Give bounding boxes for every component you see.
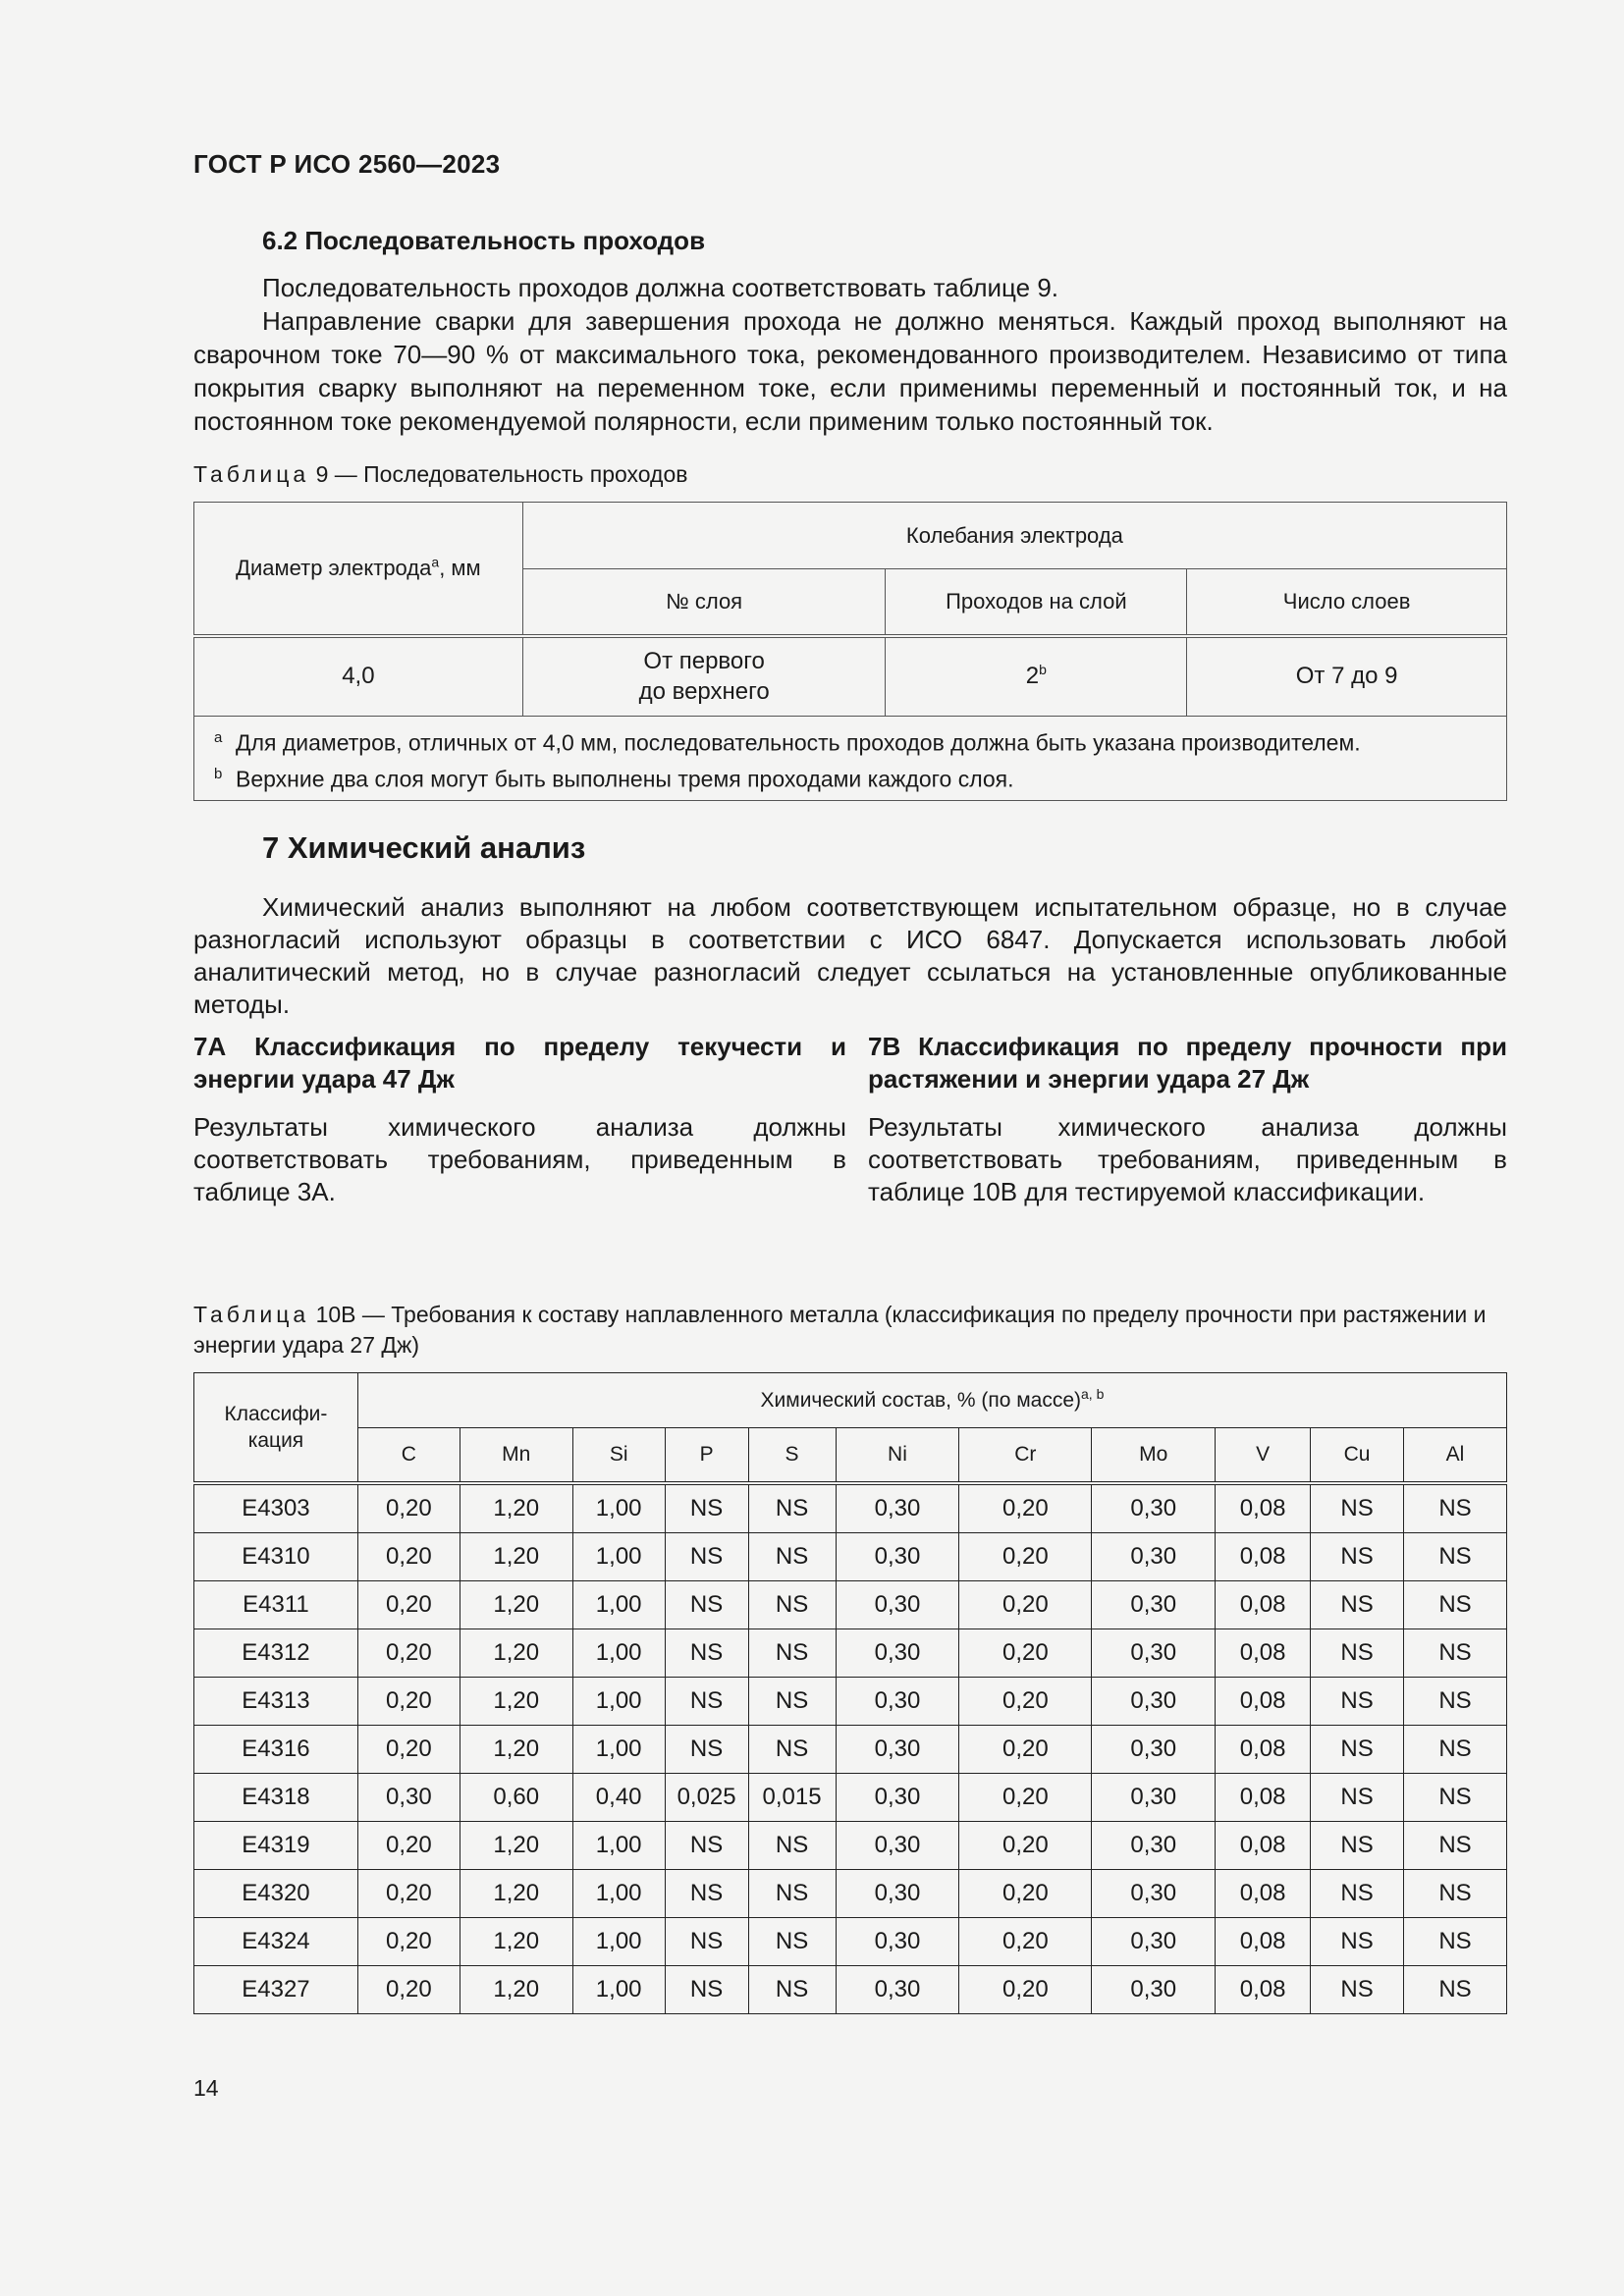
- table-10b-cell-value: NS: [748, 1821, 836, 1869]
- section-7a-text: Результаты химического анализа должны соответствовать требованиям, приведенным в таблице 3А.: [193, 1112, 846, 1206]
- table-10b-cell-value: 1,00: [572, 1821, 665, 1869]
- table-10b-cell-value: NS: [665, 1580, 748, 1629]
- table-9-header-passes: Проходов на слой: [886, 569, 1187, 636]
- table-10b-cell-value: 0,08: [1216, 1483, 1311, 1533]
- table-10b-cell-value: NS: [1403, 1483, 1506, 1533]
- table-10b-cell-classification: E4316: [194, 1725, 358, 1773]
- table-10b-cell-value: 1,00: [572, 1677, 665, 1725]
- table-10b-cell-value: 1,20: [460, 1532, 572, 1580]
- table-10b-cell-value: 0,30: [1092, 1532, 1216, 1580]
- table-9-note-a: $^a$ Для диаметров, отличных от 4,0 мм, последовательность проходов должна быть указана производителем.: [214, 729, 1361, 756]
- table-10b-cell-value: 0,30: [836, 1580, 959, 1629]
- table-10b-cell-value: 0,08: [1216, 1725, 1311, 1773]
- table-row: [194, 1532, 1507, 1580]
- table-10b-cell-value: 0,20: [357, 1869, 460, 1917]
- table-10b-cell-value: 0,30: [1092, 1821, 1216, 1869]
- table-10b-header-element: Si: [572, 1428, 665, 1483]
- table-10b-cell-value: 0,08: [1216, 1629, 1311, 1677]
- table-10b-header-element: Ni: [836, 1428, 959, 1483]
- table-10b-cell-value: 0,30: [1092, 1629, 1216, 1677]
- table-10b-cell-value: 0,20: [357, 1580, 460, 1629]
- table-10b-cell-value: 0,20: [357, 1965, 460, 2013]
- table-10b-cell-classification: E4310: [194, 1532, 358, 1580]
- table-10b-cell-value: NS: [665, 1725, 748, 1773]
- table-9-cell-diameter: 4,0: [194, 636, 523, 717]
- table-10b-cell-value: 0,30: [1092, 1773, 1216, 1821]
- table-10b-cell-value: 0,30: [357, 1773, 460, 1821]
- table-10b-cell-value: NS: [748, 1677, 836, 1725]
- table-10b-cell-value: 1,00: [572, 1725, 665, 1773]
- table-10b-cell-value: 0,30: [836, 1869, 959, 1917]
- table-10b-caption-label: Таблица: [193, 1302, 310, 1327]
- table-row: [194, 1821, 1507, 1869]
- table-10b-cell-classification: E4320: [194, 1869, 358, 1917]
- section-7-paragraph: Химический анализ выполняют на любом соответствующем испытательном образце, но в случае разногласий используют образцы в соответствии с ИСО 6847. Допускается использовать любой аналитический метод, но в случае разногласий следует ссылаться на установленные опубликованные методы.: [193, 892, 1507, 1019]
- table-10b-header-element: C: [357, 1428, 460, 1483]
- table-10b-cell-value: 0,20: [357, 1725, 460, 1773]
- table-10b-cell-value: NS: [1311, 1725, 1404, 1773]
- table-10b-cell-value: 0,30: [836, 1677, 959, 1725]
- table-row: [194, 1677, 1507, 1725]
- table-10b-cell-value: NS: [665, 1677, 748, 1725]
- table-10b-cell-value: NS: [665, 1532, 748, 1580]
- section-6-2-title: 6.2 Последовательность проходов: [262, 226, 706, 255]
- table-9-header-oscillation: Колебания электрода: [522, 503, 1506, 569]
- table-10b-cell-value: NS: [1403, 1677, 1506, 1725]
- table-10b-header-element: V: [1216, 1428, 1311, 1483]
- table-10b-cell-classification: E4312: [194, 1629, 358, 1677]
- table-10b-cell-value: NS: [665, 1869, 748, 1917]
- section-7b-text: Результаты химического анализа должны соответствовать требованиям, приведенным в таблице 10В для тестируемой классификации.: [868, 1112, 1507, 1206]
- table-9-cell-passes: 2$^b$: [886, 636, 1187, 717]
- table-10b-cell-value: 0,30: [1092, 1965, 1216, 2013]
- table-10b-cell-value: 0,08: [1216, 1917, 1311, 1965]
- table-10b-cell-value: 0,20: [357, 1821, 460, 1869]
- table-10b-cell-value: 0,20: [959, 1821, 1092, 1869]
- table-10b-cell-value: 0,20: [959, 1629, 1092, 1677]
- table-10b-cell-value: NS: [1311, 1917, 1404, 1965]
- table-row: [194, 1917, 1507, 1965]
- table-10b-caption-text: 10В — Требования к составу наплавленного металла (классификация по пределу прочности при растяжении и энергии удара 27 Дж): [193, 1302, 1487, 1358]
- table-10b-caption: [193, 1300, 1507, 1361]
- table-10b-cell-value: NS: [1403, 1532, 1506, 1580]
- table-10b-header-element: Mo: [1092, 1428, 1216, 1483]
- table-10b-cell-value: 0,30: [836, 1821, 959, 1869]
- table-9-cell-layer: От первого до верхнего: [522, 636, 886, 717]
- table-10b-cell-value: 1,00: [572, 1869, 665, 1917]
- table-10b-header-element: Al: [1403, 1428, 1506, 1483]
- section-6-2-paragraph-2: Направление сварки для завершения прохода не должно меняться. Каждый проход выполняют на сварочном токе 70—90 % от максимального тока, рекомендованного производителем. Независимо от типа покрытия сварку выполняют на переменном токе, если применимы переменный и постоянный ток, и на постоянном токе рекомендуемой полярности, если применим только постоянный ток.: [193, 306, 1507, 436]
- table-10b-cell-value: 0,30: [836, 1965, 959, 2013]
- table-10b-cell-value: 0,30: [1092, 1483, 1216, 1533]
- table-10b-cell-classification: E4303: [194, 1483, 358, 1533]
- table-9-caption-text: 9 — Последовательность проходов: [315, 461, 688, 487]
- table-10b-cell-value: 1,20: [460, 1821, 572, 1869]
- table-10b-cell-value: 1,20: [460, 1965, 572, 2013]
- table-10b-cell-classification: E4313: [194, 1677, 358, 1725]
- table-10b-cell-value: 0,20: [357, 1629, 460, 1677]
- table-10b-cell-value: 1,20: [460, 1725, 572, 1773]
- table-10b-cell-value: NS: [665, 1629, 748, 1677]
- table-10b-cell-value: NS: [1311, 1483, 1404, 1533]
- page-number: 14: [193, 2075, 219, 2101]
- table-10b: [193, 1372, 1507, 2014]
- table-10b-cell-value: NS: [1403, 1869, 1506, 1917]
- table-10b-cell-value: 1,20: [460, 1629, 572, 1677]
- table-10b-cell-value: 0,08: [1216, 1580, 1311, 1629]
- table-10b-cell-value: 0,30: [836, 1917, 959, 1965]
- table-10b-cell-value: NS: [1311, 1821, 1404, 1869]
- table-10b-header-element: P: [665, 1428, 748, 1483]
- table-10b-cell-value: NS: [1403, 1725, 1506, 1773]
- table-9-notes: [194, 717, 1507, 801]
- table-10b-body: [194, 1483, 1507, 2014]
- table-10b-cell-value: 0,30: [1092, 1917, 1216, 1965]
- table-10b-cell-value: 0,025: [665, 1773, 748, 1821]
- table-10b-cell-value: 0,20: [959, 1677, 1092, 1725]
- section-7b: [868, 1031, 1507, 1208]
- table-10b-cell-value: 0,20: [959, 1773, 1092, 1821]
- table-9-header-count: Число слоев: [1187, 569, 1507, 636]
- table-10b-cell-value: 0,20: [959, 1917, 1092, 1965]
- table-10b-cell-value: 0,08: [1216, 1821, 1311, 1869]
- table-10b-cell-value: NS: [748, 1965, 836, 2013]
- section-7b-heading: 7В Классификация по пределу прочности при растяжении и энергии удара 27 Дж: [868, 1032, 1507, 1094]
- table-10b-cell-value: 0,20: [357, 1483, 460, 1533]
- table-10b-cell-value: 0,015: [748, 1773, 836, 1821]
- table-9-caption-label: Таблица: [193, 461, 310, 487]
- table-10b-element-header-row: [194, 1428, 1507, 1483]
- table-10b-cell-value: NS: [665, 1821, 748, 1869]
- table-10b-header-element: Cu: [1311, 1428, 1404, 1483]
- table-10b-cell-classification: E4324: [194, 1917, 358, 1965]
- table-10b-cell-value: 0,30: [836, 1773, 959, 1821]
- table-10b-cell-classification: E4319: [194, 1821, 358, 1869]
- section-7a: [193, 1031, 846, 1208]
- table-10b-cell-value: 1,00: [572, 1917, 665, 1965]
- table-10b-cell-value: NS: [1311, 1629, 1404, 1677]
- table-10b-cell-value: NS: [1403, 1773, 1506, 1821]
- table-10b-header-element: S: [748, 1428, 836, 1483]
- table-row: [194, 1483, 1507, 1533]
- table-10b-cell-value: 0,20: [357, 1677, 460, 1725]
- table-10b-cell-value: 0,30: [836, 1629, 959, 1677]
- table-10b-cell-value: 1,20: [460, 1483, 572, 1533]
- table-10b-cell-value: 0,20: [357, 1917, 460, 1965]
- table-10b-cell-value: NS: [1311, 1965, 1404, 2013]
- table-10b-cell-value: 0,20: [959, 1869, 1092, 1917]
- table-10b-cell-value: NS: [1311, 1773, 1404, 1821]
- table-10b-cell-value: 0,30: [836, 1532, 959, 1580]
- table-10b-cell-value: NS: [748, 1725, 836, 1773]
- table-9-header-layer: № слоя: [522, 569, 886, 636]
- table-row: [194, 1725, 1507, 1773]
- table-10b-cell-classification: E4318: [194, 1773, 358, 1821]
- table-9-cell-count: От 7 до 9: [1187, 636, 1507, 717]
- table-10b-cell-value: NS: [665, 1483, 748, 1533]
- table-10b-cell-value: 1,20: [460, 1580, 572, 1629]
- table-10b-cell-value: NS: [1403, 1965, 1506, 2013]
- table-10b-cell-value: 0,30: [836, 1725, 959, 1773]
- table-10b-header-element: Cr: [959, 1428, 1092, 1483]
- table-10b-cell-value: 0,20: [357, 1532, 460, 1580]
- table-10b-cell-value: 0,08: [1216, 1869, 1311, 1917]
- table-10b-cell-value: 1,00: [572, 1532, 665, 1580]
- table-row: [194, 1965, 1507, 2013]
- table-10b-cell-value: 0,20: [959, 1483, 1092, 1533]
- section-6-2-paragraph-1: Последовательность проходов должна соответствовать таблице 9.: [262, 273, 1059, 302]
- table-10b-cell-value: NS: [748, 1483, 836, 1533]
- table-10b-cell-value: 0,30: [1092, 1869, 1216, 1917]
- table-row: [194, 1629, 1507, 1677]
- table-9-caption: [193, 459, 687, 489]
- table-9: [193, 502, 1507, 801]
- table-10b-cell-value: NS: [748, 1580, 836, 1629]
- table-10b-cell-value: 1,00: [572, 1483, 665, 1533]
- table-10b-header-composition: Химический состав, % (по массе)$^{a, b}$: [357, 1373, 1506, 1428]
- table-9-note-b: $^b$ Верхние два слоя могут быть выполнены тремя проходами каждого слоя.: [214, 765, 1014, 792]
- table-10b-cell-value: 1,00: [572, 1965, 665, 2013]
- table-10b-cell-classification: E4327: [194, 1965, 358, 2013]
- document-id: ГОСТ Р ИСО 2560—2023: [193, 149, 501, 179]
- section-7-title: 7 Химический анализ: [262, 830, 586, 865]
- table-10b-header-classification: Классифи- кация: [194, 1373, 358, 1483]
- table-10b-cell-value: NS: [1403, 1821, 1506, 1869]
- table-10b-cell-value: 0,30: [1092, 1677, 1216, 1725]
- table-10b-cell-value: 0,30: [1092, 1725, 1216, 1773]
- table-10b-cell-value: 1,00: [572, 1629, 665, 1677]
- table-10b-cell-value: 0,30: [1092, 1580, 1216, 1629]
- table-10b-header-element: Mn: [460, 1428, 572, 1483]
- table-row: [194, 1773, 1507, 1821]
- table-10b-cell-value: NS: [665, 1917, 748, 1965]
- table-10b-cell-value: NS: [748, 1532, 836, 1580]
- table-9-header-diameter: Диаметр электрода$^a$, мм: [194, 503, 523, 636]
- table-10b-cell-value: NS: [665, 1965, 748, 2013]
- table-10b-cell-classification: E4311: [194, 1580, 358, 1629]
- table-10b-cell-value: NS: [1403, 1580, 1506, 1629]
- table-10b-cell-value: 1,20: [460, 1869, 572, 1917]
- table-10b-cell-value: 0,08: [1216, 1677, 1311, 1725]
- table-10b-cell-value: 0,40: [572, 1773, 665, 1821]
- table-10b-cell-value: 1,00: [572, 1580, 665, 1629]
- table-10b-cell-value: 0,60: [460, 1773, 572, 1821]
- table-9-row: [194, 636, 1507, 717]
- table-10b-cell-value: 0,20: [959, 1532, 1092, 1580]
- table-10b-cell-value: 0,08: [1216, 1965, 1311, 2013]
- table-10b-cell-value: 0,30: [836, 1483, 959, 1533]
- table-10b-cell-value: 0,08: [1216, 1773, 1311, 1821]
- table-10b-cell-value: NS: [748, 1869, 836, 1917]
- table-10b-cell-value: 0,20: [959, 1965, 1092, 2013]
- table-10b-cell-value: NS: [1311, 1869, 1404, 1917]
- table-10b-cell-value: 0,08: [1216, 1532, 1311, 1580]
- table-10b-cell-value: NS: [1403, 1629, 1506, 1677]
- table-10b-cell-value: 1,20: [460, 1917, 572, 1965]
- table-10b-cell-value: NS: [1311, 1677, 1404, 1725]
- table-10b-cell-value: 1,20: [460, 1677, 572, 1725]
- table-row: [194, 1869, 1507, 1917]
- table-row: [194, 1580, 1507, 1629]
- table-10b-cell-value: 0,20: [959, 1580, 1092, 1629]
- table-10b-cell-value: 0,20: [959, 1725, 1092, 1773]
- table-10b-cell-value: NS: [748, 1629, 836, 1677]
- table-10b-cell-value: NS: [1311, 1580, 1404, 1629]
- table-10b-cell-value: NS: [1403, 1917, 1506, 1965]
- table-10b-cell-value: NS: [748, 1917, 836, 1965]
- table-10b-cell-value: NS: [1311, 1532, 1404, 1580]
- section-7a-heading: 7А Классификация по пределу текучести и энергии удара 47 Дж: [193, 1032, 846, 1094]
